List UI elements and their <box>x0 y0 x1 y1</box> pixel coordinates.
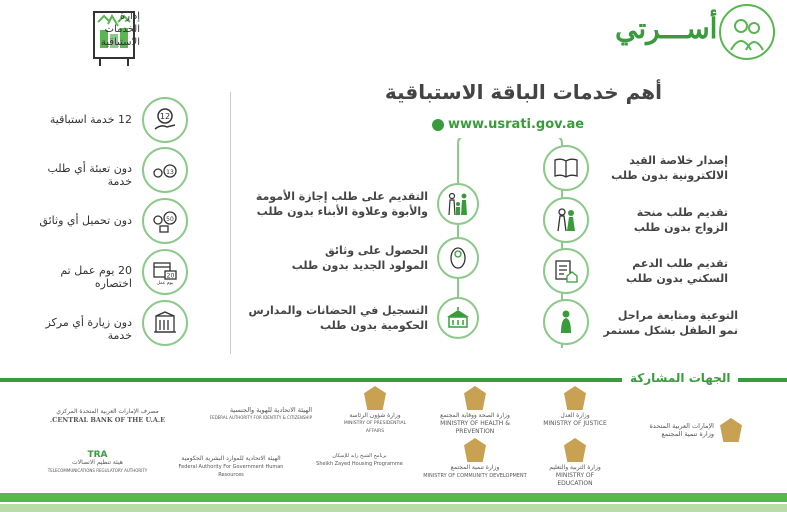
service-marriage-grant: تقديم طلب منحة الزواج بدون طلب <box>633 206 728 234</box>
footer-stripe-light <box>0 504 787 512</box>
globe-icon <box>432 119 444 131</box>
partners-heading: الجهات المشاركة <box>622 371 738 385</box>
service-housing-support: تقديم طلب الدعم السكني بدون طلب <box>626 257 728 285</box>
calendar-icon <box>142 249 188 295</box>
baby-icon <box>437 237 479 279</box>
vertical-divider <box>230 92 231 354</box>
partner-logo-uae-mocd: الإمارات العربية المتحدة وزارة تنمية المجتمع <box>622 418 742 442</box>
page-title: أهم خدمات الباقة الاستباقية <box>384 80 662 104</box>
uae-emblem-icon <box>720 418 742 442</box>
family-icon <box>437 183 479 225</box>
partner-logo-ica: الهيئة الاتحادية للهوية والجنسية FEDERAL AUTHORITY FOR IDENTITY & CITIZENSHIP <box>209 406 312 420</box>
partner-logo-central-bank: مصرف الإمارات العربية المتحدة المركزي CENTRAL BANK OF THE U.A.E. <box>49 408 166 424</box>
service-child-growth: التوعية ومتابعة مراحل نمو الطفل بشكل مستمر <box>603 309 738 337</box>
svg-text:50: 50 <box>166 216 174 223</box>
feature-no-form: دون تعبئة أي طلب خدمة <box>47 162 132 188</box>
service-maternity-leave: التقديم على طلب إجازة الأمومة والأبوة وعلاوة الأبناء بدون طلب <box>255 190 428 218</box>
feature-service-count: 12 خدمة استباقية <box>49 113 132 126</box>
partner-logo-fahr: الهيئة الاتحادية للموارد البشرية الحكومية Federal Authority For Government Human Resources <box>178 455 284 478</box>
website-url[interactable]: www.usrati.gov.ae <box>432 117 584 132</box>
svg-text:يوم عمل: يوم عمل <box>156 281 174 285</box>
uae-emblem-icon <box>364 386 386 410</box>
uae-emblem-icon <box>464 438 486 462</box>
hand-12-icon <box>142 97 188 143</box>
feature-no-visit: دون زيارة أي مركز خدمة <box>45 316 132 342</box>
uae-emblem-icon <box>564 386 586 410</box>
family-emblem-icon <box>719 4 775 60</box>
service-family-book: إصدار خلاصة القيد الالكترونية بدون طلب <box>611 154 728 182</box>
svg-text:20: 20 <box>166 272 175 280</box>
school-icon <box>437 297 479 339</box>
housing-form-icon <box>543 248 589 294</box>
svg-text:13: 13 <box>166 169 174 176</box>
mother-icon <box>543 299 589 345</box>
couple-icon <box>543 197 589 243</box>
book-icon <box>543 145 589 191</box>
service-newborn-documents: الحصول على وثائق المولود الجديد بدون طلب <box>291 244 428 272</box>
footer-stripe <box>0 493 787 502</box>
uae-emblem-icon <box>564 438 586 462</box>
feature-days-saved: 20 يوم عمل تم اختصاره <box>60 264 132 290</box>
uae-emblem-icon <box>464 386 486 410</box>
svg-text:12: 12 <box>159 112 171 121</box>
partner-logo-education: وزارة التربية والتعليم MINISTRY OF EDUCATION <box>540 438 610 488</box>
partner-logo-tra: TRA هيئة تنظيم الاتصالات TELECOMMUNICATIONS REGULATORY AUTHORITY <box>47 450 148 473</box>
partner-logo-presidential: وزارة شؤون الرئاسة MINISTRY OF PRESIDENTIAL AFFAIRS <box>340 386 410 436</box>
department-name: إدارة الخدمات الاستباقية <box>100 11 140 48</box>
document-meter-icon <box>142 198 188 244</box>
building-icon <box>142 300 188 346</box>
partner-logo-health: وزارة الصحة ووقاية المجتمع MINISTRY OF HEALTH & PREVENTION <box>425 386 525 436</box>
partner-logo-housing-programme: برنامج الشيخ زايد للإسكان Sheikh Zayed Housing Programme <box>316 453 403 467</box>
partner-logo-community: وزارة تنمية المجتمع MINISTRY OF COMMUNITY DEVELOPMENT <box>420 438 530 480</box>
service-school-registration: التسجيل في الحضانات والمدارس الحكومية بدون طلب <box>248 304 428 332</box>
partner-logo-justice: وزارة العدل MINISTRY OF JUSTICE <box>540 386 610 428</box>
feature-no-documents: دون تحميل أي وثائق <box>39 214 132 227</box>
form-meter-icon <box>142 147 188 193</box>
brand-name: أســـرتي <box>615 12 718 45</box>
